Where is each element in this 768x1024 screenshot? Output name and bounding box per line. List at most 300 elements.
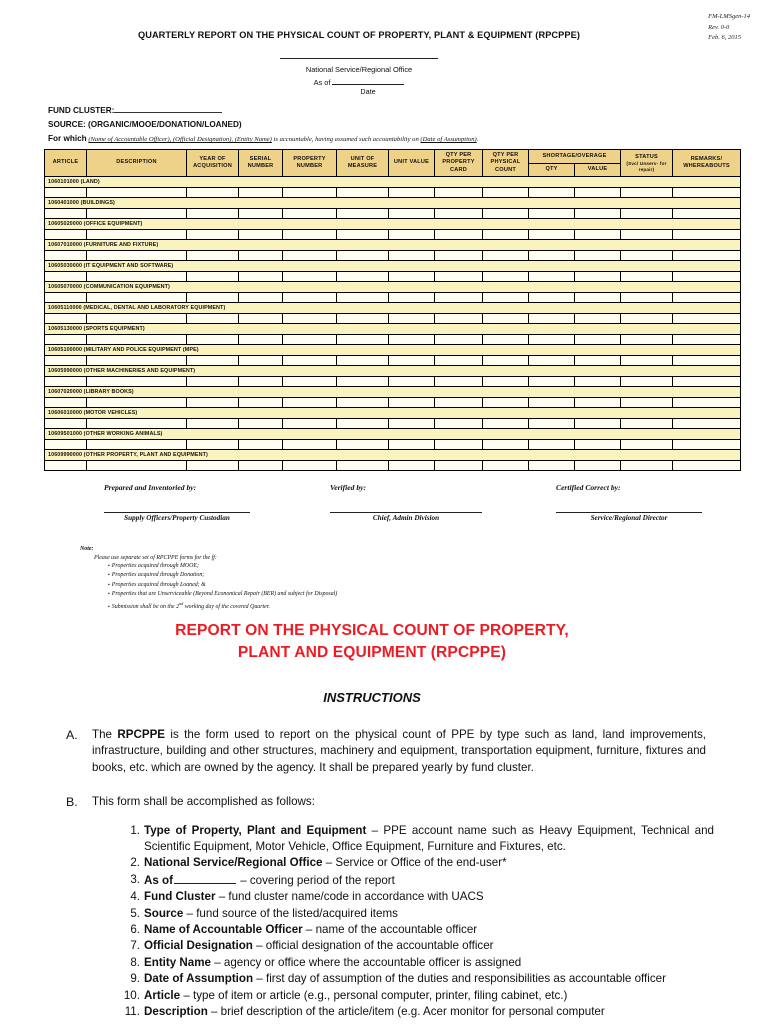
table-cell[interactable] (239, 461, 283, 471)
table-row[interactable] (45, 398, 741, 408)
note-item-submission (108, 600, 768, 612)
table-cell[interactable] (435, 356, 483, 366)
instruction-step-term: Source (144, 906, 184, 920)
instruction-steps-list (0, 823, 714, 1021)
table-cell[interactable] (45, 293, 87, 303)
table-cell[interactable] (575, 419, 621, 429)
table-cell[interactable] (45, 419, 87, 429)
table-cell[interactable] (283, 398, 337, 408)
instruction-paragraph-b (66, 794, 706, 810)
table-cell[interactable] (187, 314, 239, 324)
table-cell[interactable] (45, 188, 87, 198)
table-body (45, 177, 741, 471)
table-cell[interactable] (673, 356, 741, 366)
table-cell[interactable] (673, 314, 741, 324)
table-cell[interactable] (575, 356, 621, 366)
col-remarks: REMARKS/ WHEREABOUTS (673, 150, 741, 177)
table-cell[interactable] (87, 272, 187, 282)
table-cell[interactable] (337, 356, 389, 366)
table-cell[interactable] (87, 251, 187, 261)
table-cell[interactable] (389, 293, 435, 303)
table-row[interactable] (45, 377, 741, 387)
table-cell[interactable] (673, 188, 741, 198)
table-cell[interactable] (87, 461, 187, 471)
note-item: ▪ Properties acquired through MOOE; (108, 562, 768, 571)
form-revision: Rev. 0-0 (708, 23, 730, 31)
office-label: National Service/Regional Office (305, 65, 413, 74)
table-cell[interactable] (621, 314, 673, 324)
table-cell[interactable] (621, 188, 673, 198)
signature-name[interactable]: Service/Regional Director (556, 512, 702, 522)
table-cell[interactable] (389, 272, 435, 282)
table-group-label: 1060401000 (BUILDINGS) (45, 198, 741, 209)
instruction-step-description: – fund cluster name/code in accordance with UACS (215, 890, 484, 904)
instruction-step-description: – PPE account name such as Heavy Equipment, Technical and Scientific Equipment, Motor Vehicle, Office Equipment, Furniture and Fixtures, etc. (144, 823, 715, 854)
table-cell[interactable] (389, 377, 435, 387)
table-row[interactable] (45, 251, 741, 261)
table-cell[interactable] (45, 272, 87, 282)
table-cell[interactable] (529, 293, 575, 303)
table-cell[interactable] (87, 188, 187, 198)
signature-role: Prepared and Inventoried by: (104, 483, 197, 493)
table-cell[interactable] (337, 377, 389, 387)
table-cell[interactable] (483, 293, 529, 303)
instruction-step-term: As of (144, 873, 173, 887)
col-property-number: PROPERTY NUMBER (283, 150, 337, 177)
table-cell[interactable] (187, 419, 239, 429)
table-group-label: 10607020000 (LIBRARY BOOKS) (45, 387, 741, 398)
table-cell[interactable] (575, 335, 621, 345)
instruction-step-description: – name of the accountable officer (302, 923, 478, 937)
instruction-step-term: Description (144, 1005, 208, 1019)
instruction-step (144, 955, 714, 971)
table-cell[interactable] (187, 251, 239, 261)
table-cell[interactable] (575, 251, 621, 261)
instruction-step (144, 971, 714, 987)
table-cell[interactable] (337, 209, 389, 219)
table-cell[interactable] (337, 419, 389, 429)
table-cell[interactable] (45, 209, 87, 219)
table-cell[interactable] (621, 461, 673, 471)
fund-cluster-row (48, 104, 768, 115)
table-cell[interactable] (187, 398, 239, 408)
table-cell[interactable] (187, 335, 239, 345)
signature-role: Verified by: (330, 483, 367, 493)
instruction-step (144, 1004, 714, 1020)
table-cell[interactable] (575, 377, 621, 387)
table-cell[interactable] (529, 209, 575, 219)
table-cell[interactable] (187, 377, 239, 387)
table-cell[interactable] (435, 230, 483, 240)
table-cell[interactable] (575, 398, 621, 408)
note-heading: Note: (80, 546, 94, 553)
form-id: FM-LMSgen-14 (708, 13, 750, 20)
table-cell[interactable] (483, 272, 529, 282)
table-row[interactable] (45, 335, 741, 345)
table-group-row (45, 303, 741, 314)
note-item: ▪ Properties acquired through Donation; (108, 571, 768, 580)
table-group-label: 10609990000 (OTHER PROPERTY, PLANT AND EQUIPMENT) (45, 450, 741, 461)
table-cell[interactable] (187, 356, 239, 366)
col-description: DESCRIPTION (87, 150, 187, 177)
table-cell[interactable] (575, 293, 621, 303)
table-group-row (45, 345, 741, 356)
table-group-row (45, 450, 741, 461)
table-cell[interactable] (435, 209, 483, 219)
paragraph-a-text: is the form used to report on the physical count of PPE by type such as land, land improvements, infrastructure, building and other structures, machinery and equipment, transportation equipment, furniture, fixtures and books, etc. which are owned by the agency. It shall be prepared yearly by fund cluster. (92, 728, 706, 774)
table-cell[interactable] (283, 377, 337, 387)
paragraph-a-marker: A. (66, 728, 78, 742)
table-header-row-1 (45, 150, 741, 164)
instruction-step (144, 906, 714, 922)
office-name-blank[interactable] (280, 50, 438, 59)
table-group-row (45, 282, 741, 293)
table-cell[interactable] (283, 314, 337, 324)
table-cell[interactable] (621, 293, 673, 303)
table-cell[interactable] (239, 398, 283, 408)
instruction-step-description: – official designation of the accountable officer (252, 939, 494, 953)
table-cell[interactable] (621, 440, 673, 450)
submission-pre: Submission shall be on the 2 (111, 603, 180, 610)
table-cell[interactable] (283, 419, 337, 429)
table-cell[interactable] (621, 398, 673, 408)
table-cell[interactable] (283, 230, 337, 240)
table-cell[interactable] (621, 356, 673, 366)
table-cell[interactable] (45, 335, 87, 345)
table-cell[interactable] (87, 293, 187, 303)
table-cell[interactable] (283, 251, 337, 261)
table-cell[interactable] (673, 398, 741, 408)
table-cell[interactable] (239, 314, 283, 324)
table-cell[interactable] (483, 314, 529, 324)
col-shortage-qty: QTY (529, 163, 575, 177)
table-cell[interactable] (435, 377, 483, 387)
table-cell[interactable] (337, 335, 389, 345)
table-cell[interactable] (187, 461, 239, 471)
table-cell[interactable] (283, 461, 337, 471)
signature-name[interactable]: Supply Officers/Property Custodian (104, 512, 250, 522)
table-cell[interactable] (483, 461, 529, 471)
table-cell[interactable] (435, 251, 483, 261)
table-cell[interactable] (673, 377, 741, 387)
instruction-step (144, 938, 714, 954)
table-cell[interactable] (45, 377, 87, 387)
signature-certified (556, 483, 702, 522)
table-cell[interactable] (337, 272, 389, 282)
table-row[interactable] (45, 272, 741, 282)
date-label: Date (360, 87, 376, 96)
table-cell[interactable] (239, 335, 283, 345)
table-cell[interactable] (621, 230, 673, 240)
col-status (621, 150, 673, 177)
table-cell[interactable] (87, 440, 187, 450)
table-row[interactable] (45, 440, 741, 450)
table-cell[interactable] (435, 272, 483, 282)
table-cell[interactable] (389, 440, 435, 450)
submission-post: working day of the covered Quarter. (183, 603, 270, 610)
table-cell[interactable] (239, 440, 283, 450)
table-cell[interactable] (337, 314, 389, 324)
signature-prepared (104, 483, 250, 522)
table-cell[interactable] (529, 461, 575, 471)
table-cell[interactable] (389, 209, 435, 219)
table-cell[interactable] (529, 335, 575, 345)
table-cell[interactable] (575, 314, 621, 324)
for-which-mid: is accountable, having assumed such accountability on (271, 136, 421, 143)
for-which-statement (48, 134, 768, 143)
for-which-lead: For which (48, 134, 87, 143)
col-shortage-overage: SHORTAGE/OVERAGE (529, 150, 621, 164)
instruction-step-description: – type of item or article (e.g., personal computer, printer, filing cabinet, etc.) (180, 988, 568, 1002)
table-cell[interactable] (435, 461, 483, 471)
table-group-label: 10605100000 (MILITARY AND POLICE EQUIPMENT (MPE) (45, 345, 741, 356)
instructions-page (0, 620, 768, 1021)
table-cell[interactable] (337, 398, 389, 408)
table-group-label: 10605110000 (MEDICAL, DENTAL AND LABORATORY EQUIPMENT) (45, 303, 741, 314)
table-cell[interactable] (435, 335, 483, 345)
signature-name[interactable]: Chief, Admin Division (330, 512, 482, 522)
fund-cluster-label: FUND CLUSTER: (48, 106, 115, 115)
table-row[interactable] (45, 293, 741, 303)
table-cell[interactable] (239, 293, 283, 303)
table-cell[interactable] (529, 356, 575, 366)
table-cell[interactable] (529, 440, 575, 450)
table-cell[interactable] (673, 251, 741, 261)
page-title: QUARTERLY REPORT ON THE PHYSICAL COUNT OF PROPERTY, PLANT & EQUIPMENT (RPCPPE) (137, 30, 581, 40)
table-cell[interactable] (239, 209, 283, 219)
fund-cluster-input[interactable] (114, 104, 222, 113)
table-cell[interactable] (87, 230, 187, 240)
table-group-label: 10605130000 (SPORTS EQUIPMENT) (45, 324, 741, 335)
table-cell[interactable] (389, 335, 435, 345)
table-cell[interactable] (483, 188, 529, 198)
table-cell[interactable] (283, 293, 337, 303)
table-cell[interactable] (529, 188, 575, 198)
table-group-label: 10605990000 (OTHER MACHINERIES AND EQUIPMENT) (45, 366, 741, 377)
table-cell[interactable] (575, 440, 621, 450)
table-cell[interactable] (575, 209, 621, 219)
table-cell[interactable] (529, 272, 575, 282)
table-cell[interactable] (529, 419, 575, 429)
table-cell[interactable] (337, 188, 389, 198)
table-cell[interactable] (483, 398, 529, 408)
note-list (80, 562, 768, 612)
table-cell[interactable] (87, 314, 187, 324)
table-cell[interactable] (187, 230, 239, 240)
table-cell[interactable] (187, 293, 239, 303)
instruction-step-description: – covering period of the report (236, 873, 395, 887)
table-cell[interactable] (483, 335, 529, 345)
table-cell[interactable] (239, 251, 283, 261)
table-cell[interactable] (673, 461, 741, 471)
table-cell[interactable] (87, 356, 187, 366)
table-cell[interactable] (673, 293, 741, 303)
note-item: ▪ Properties that are Unserviceable (Beyond Economical Repair (BER) and subject for Disposal) (108, 590, 768, 599)
table-cell[interactable] (45, 461, 87, 471)
table-group-row (45, 408, 741, 419)
col-unit-value: UNIT VALUE (389, 150, 435, 177)
table-cell[interactable] (239, 377, 283, 387)
table-cell[interactable] (239, 230, 283, 240)
table-cell[interactable] (45, 440, 87, 450)
table-cell[interactable] (239, 419, 283, 429)
table-cell[interactable] (673, 272, 741, 282)
table-cell[interactable] (621, 251, 673, 261)
table-cell[interactable] (435, 440, 483, 450)
table-cell[interactable] (389, 461, 435, 471)
table-cell[interactable] (529, 398, 575, 408)
table-cell[interactable] (389, 230, 435, 240)
as-of-blank[interactable] (332, 77, 404, 85)
table-cell[interactable] (483, 209, 529, 219)
table-cell[interactable] (483, 251, 529, 261)
instructions-heading: INSTRUCTIONS (323, 690, 421, 705)
table-cell[interactable] (45, 314, 87, 324)
as-of-label: As of (313, 78, 331, 87)
table-cell[interactable] (389, 398, 435, 408)
table-cell[interactable] (435, 188, 483, 198)
table-row[interactable] (45, 188, 741, 198)
table-cell[interactable] (87, 209, 187, 219)
table-cell[interactable] (483, 230, 529, 240)
table-cell[interactable] (575, 230, 621, 240)
table-cell[interactable] (621, 272, 673, 282)
table-cell[interactable] (389, 188, 435, 198)
table-cell[interactable] (87, 377, 187, 387)
instructions-title (0, 620, 768, 664)
table-row[interactable] (45, 356, 741, 366)
table-cell[interactable] (337, 251, 389, 261)
instructions-title-line1: REPORT ON THE PHYSICAL COUNT OF PROPERTY, (175, 622, 569, 639)
table-row[interactable] (45, 314, 741, 324)
note-block (80, 545, 768, 612)
table-cell[interactable] (337, 440, 389, 450)
instruction-step-blank[interactable] (174, 872, 236, 884)
table-cell[interactable] (87, 398, 187, 408)
table-cell[interactable] (673, 209, 741, 219)
table-cell[interactable] (673, 335, 741, 345)
table-cell[interactable] (483, 440, 529, 450)
table-cell[interactable] (529, 314, 575, 324)
table-group-label: 10605030000 (IT EQUIPMENT AND SOFTWARE) (45, 261, 741, 272)
table-group-row (45, 219, 741, 230)
note-intro: Please use separate set of RPCPPE forms for the ff: (94, 554, 217, 561)
signature-block (0, 483, 768, 529)
instruction-step-term: Official Designation (144, 939, 253, 953)
table-cell[interactable] (337, 461, 389, 471)
table-cell[interactable] (575, 188, 621, 198)
table-group-label: 10605070000 (COMMUNICATION EQUIPMENT) (45, 282, 741, 293)
table-cell[interactable] (435, 314, 483, 324)
table-cell[interactable] (87, 335, 187, 345)
office-header-block (0, 46, 768, 96)
table-cell[interactable] (187, 209, 239, 219)
instruction-step-term: Date of Assumption (144, 972, 254, 986)
table-cell[interactable] (483, 377, 529, 387)
table-cell[interactable] (337, 230, 389, 240)
table-cell[interactable] (529, 377, 575, 387)
instruction-step-description: – Service or Office of the end-user* (322, 856, 507, 870)
instruction-step-term: Name of Accountable Officer (144, 923, 303, 937)
table-cell[interactable] (483, 419, 529, 429)
table-cell[interactable] (621, 209, 673, 219)
note-item: ▪ Properties acquired through Loaned; & (108, 581, 768, 590)
table-cell[interactable] (187, 188, 239, 198)
table-cell[interactable] (435, 293, 483, 303)
table-cell[interactable] (483, 356, 529, 366)
table-cell[interactable] (283, 356, 337, 366)
instruction-step-term: National Service/Regional Office (144, 856, 323, 870)
col-article: ARTICLE (45, 150, 87, 177)
table-cell[interactable] (87, 419, 187, 429)
table-cell[interactable] (283, 272, 337, 282)
table-group-row (45, 240, 741, 251)
table-cell[interactable] (673, 230, 741, 240)
table-group-row (45, 387, 741, 398)
table-cell[interactable] (529, 230, 575, 240)
table-cell[interactable] (283, 209, 337, 219)
source-label: SOURCE: (ORGANIC/MOOE/DONATION/LOANED) (48, 120, 242, 129)
table-cell[interactable] (389, 419, 435, 429)
table-cell[interactable] (621, 377, 673, 387)
table-cell[interactable] (435, 398, 483, 408)
instruction-step (144, 922, 714, 938)
table-cell[interactable] (435, 419, 483, 429)
instruction-step-description: – brief description of the article/item (e.g. Acer monitor for personal computer (207, 1005, 605, 1019)
table-group-row (45, 324, 741, 335)
table-cell[interactable] (239, 272, 283, 282)
col-qty-per-property-card: QTY PER PROPERTY CARD (435, 150, 483, 177)
table-cell[interactable] (283, 335, 337, 345)
table-cell[interactable] (283, 440, 337, 450)
col-year-of-acquisition: YEAR OF ACQUISITION (187, 150, 239, 177)
table-cell[interactable] (621, 335, 673, 345)
table-cell[interactable] (187, 440, 239, 450)
table-row[interactable] (45, 230, 741, 240)
table-cell[interactable] (45, 398, 87, 408)
table-cell[interactable] (187, 272, 239, 282)
table-row[interactable] (45, 419, 741, 429)
for-which-blank-1[interactable]: (Name of Accountable Officer), (Official Designation), (Entity Name) (88, 136, 272, 143)
table-cell[interactable] (45, 356, 87, 366)
table-cell[interactable] (575, 272, 621, 282)
table-cell[interactable] (621, 419, 673, 429)
table-cell[interactable] (239, 356, 283, 366)
table-cell[interactable] (575, 461, 621, 471)
table-cell[interactable] (389, 314, 435, 324)
col-unit-of-measure: UNIT OF MEASURE (337, 150, 389, 177)
for-which-blank-2[interactable]: (Date of Assumption) (420, 136, 477, 143)
table-row[interactable] (45, 209, 741, 219)
table-cell[interactable] (239, 188, 283, 198)
table-cell[interactable] (389, 251, 435, 261)
signature-verified (330, 483, 482, 522)
table-cell[interactable] (45, 230, 87, 240)
instruction-step-term: Fund Cluster (144, 890, 216, 904)
table-cell[interactable] (673, 440, 741, 450)
table-row[interactable] (45, 461, 741, 471)
instruction-step (144, 988, 714, 1004)
instruction-step-term: Type of Property, Plant and Equipment (144, 823, 367, 837)
table-cell[interactable] (529, 251, 575, 261)
table-cell[interactable] (389, 356, 435, 366)
table-cell[interactable] (337, 293, 389, 303)
paragraph-b-marker: B. (66, 795, 78, 810)
table-cell[interactable] (673, 419, 741, 429)
table-cell[interactable] (45, 251, 87, 261)
table-cell[interactable] (283, 188, 337, 198)
paragraph-b-text: This form shall be accomplished as follows: (92, 795, 315, 809)
